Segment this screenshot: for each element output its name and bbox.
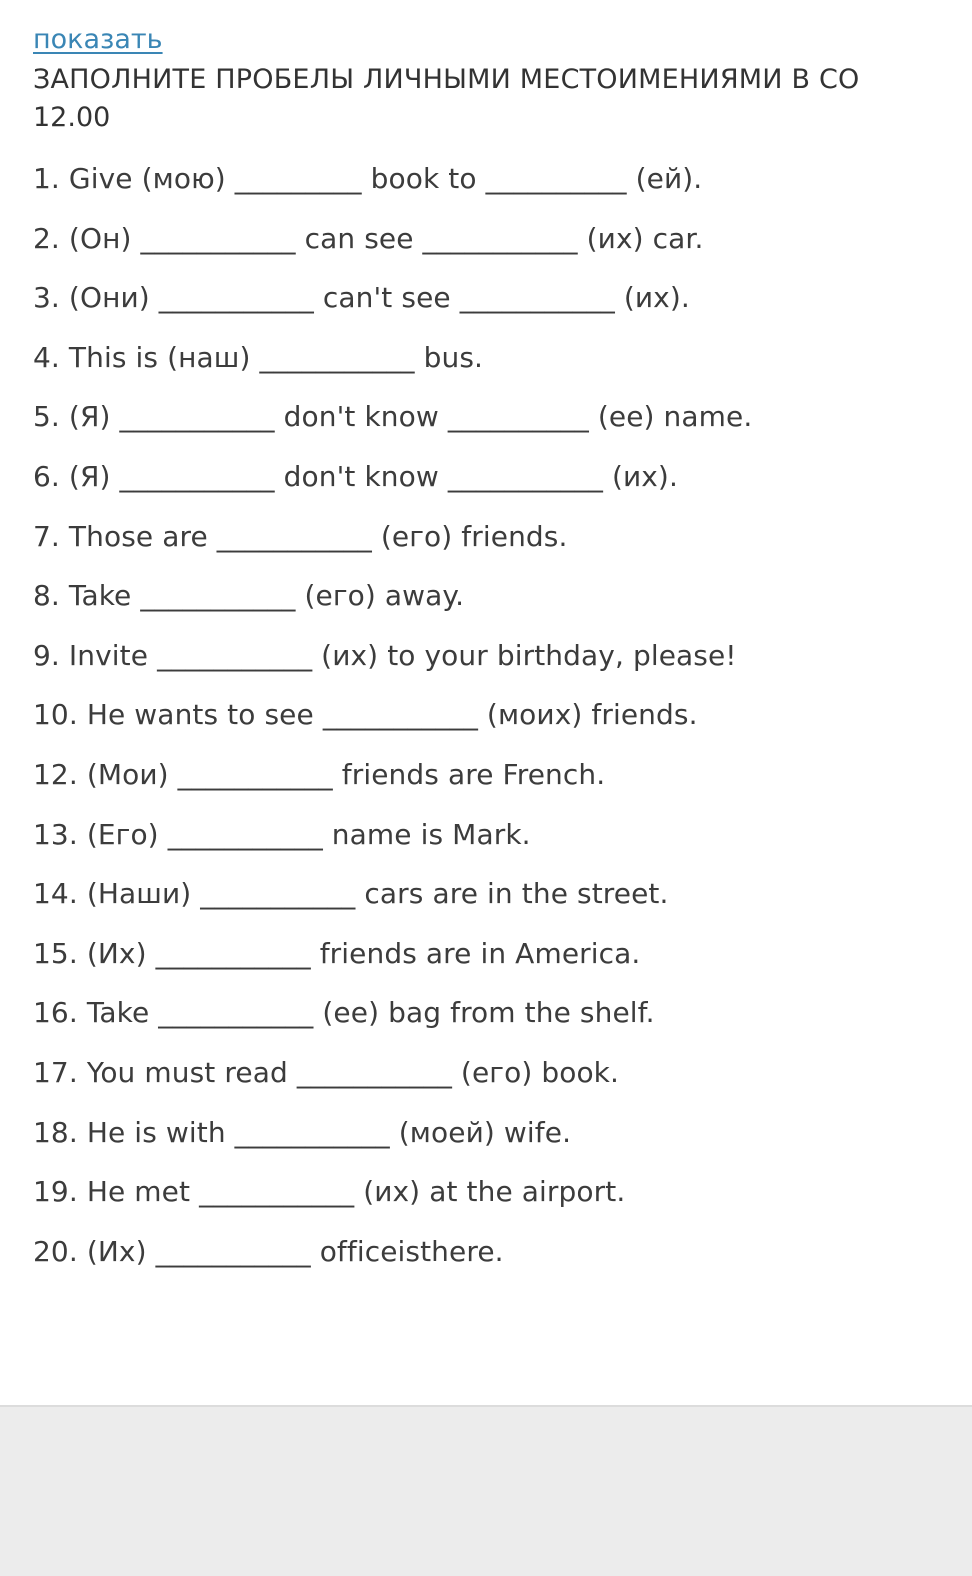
exercise-item: 13. (Его) ___________ name is Mark. <box>33 817 531 851</box>
exercise-item: 9. Invite ___________ (их) to your birthday, please! <box>33 638 737 672</box>
exercise-item: 4. This is (наш) ___________ bus. <box>33 340 484 374</box>
exercise-item: 19. He met ___________ (их) at the airport. <box>33 1175 626 1209</box>
page-title: ЗАПОЛНИТЕ ПРОБЕЛЫ ЛИЧНЫМИ МЕСТОИМЕНИЯМИ В СО <box>33 64 860 95</box>
exercise-item: 16. Take ___________ (ее) bag from the shelf. <box>33 996 655 1030</box>
exercise-item: 1. Give (мою) _________ book to __________ (ей). <box>33 162 703 195</box>
exercise-item: 12. (Мои) ___________ friends are French. <box>33 757 606 791</box>
exercise-item: 14. (Наши) ___________ cars are in the street. <box>33 877 669 911</box>
exercise-item: 20. (Их) ___________ officeisthere. <box>33 1234 504 1268</box>
exercise-item: 8. Take ___________ (его) away. <box>33 579 465 613</box>
page-subtitle: 12.00 <box>33 102 111 133</box>
exercise-item: 15. (Их) ___________ friends are in America. <box>33 936 641 970</box>
exercise-item: 2. (Он) ___________ can see ___________ (их) car. <box>33 221 704 255</box>
exercise-item: 5. (Я) ___________ don't know __________ (ее) name. <box>33 400 753 434</box>
exercise-item: 3. (Они) ___________ can't see ___________ (их). <box>33 281 690 315</box>
exercise-item: 10. He wants to see ___________ (моих) friends. <box>33 698 698 732</box>
exercise-item: 7. Those are ___________ (его) friends. <box>33 519 568 553</box>
footer-area <box>0 1407 972 1576</box>
exercise-item: 6. (Я) ___________ don't know ___________ (их). <box>33 459 678 493</box>
exercise-list <box>33 158 752 1290</box>
show-link[interactable]: показать <box>33 24 163 55</box>
exercise-item: 17. You must read ___________ (его) book. <box>33 1055 620 1089</box>
exercise-item: 18. He is with ___________ (моей) wife. <box>33 1115 572 1149</box>
